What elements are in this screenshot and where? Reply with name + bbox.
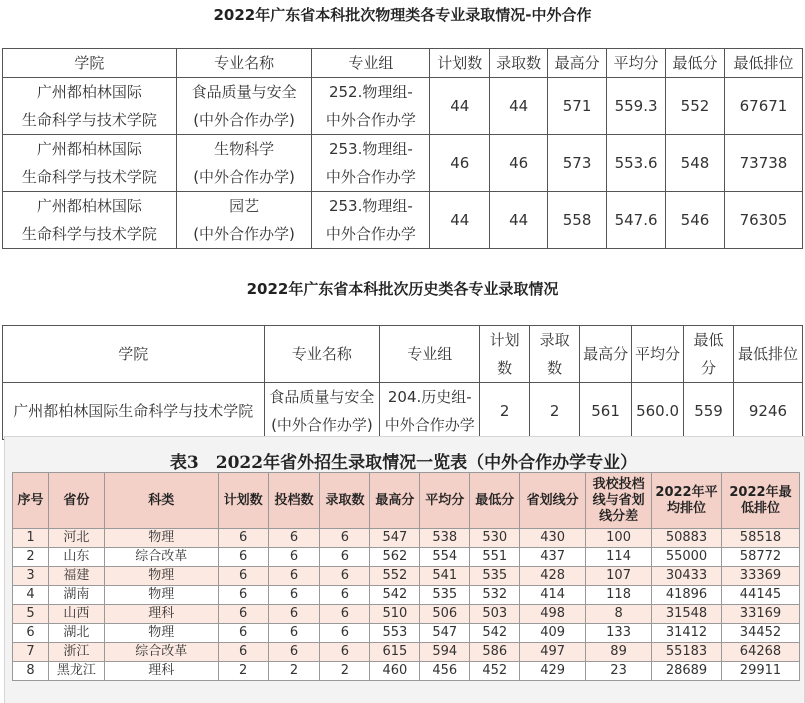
header-cell: 最高分 [370,473,420,529]
rank-cell: 9246 [733,383,802,440]
avg-cell: 547 [420,624,470,643]
submit-cell: 6 [268,605,320,624]
province-cell: 湖北 [48,624,104,643]
min-cell: 548 [666,135,725,192]
admit-cell: 6 [320,643,370,662]
history-admission-table [2,325,803,440]
header-cell: 科类 [104,473,218,529]
admit-cell: 6 [320,567,370,586]
min-cell: 530 [470,529,520,548]
table3-caption: 表3 2022年省外招生录取情况一览表（中外合作办学专业） [169,453,638,473]
subject-cell: 物理 [104,586,218,605]
table-header-row [13,473,800,529]
header-cell: 录取数 [490,49,548,78]
major-cell [176,78,312,135]
college-line: 生命科学与技术学院 [21,168,157,186]
minrank-cell: 64268 [721,643,799,662]
college-cell [3,192,177,249]
group-cell [312,135,430,192]
line-cell: 429 [520,662,586,681]
table1-title: 2022年广东省本科批次物理类各专业录取情况-中外合作 [213,6,592,24]
header-cell: 计划数 [218,473,268,529]
max-cell: 547 [370,529,420,548]
line-cell: 497 [520,643,586,662]
avgrank-cell: 50883 [652,529,722,548]
plan-cell: 2 [218,662,268,681]
min-cell: 503 [470,605,520,624]
min-cell: 586 [470,643,520,662]
table-row [3,78,803,135]
header-cell [721,473,799,529]
diff-cell: 107 [586,567,652,586]
max-cell: 571 [548,78,607,135]
rank-cell: 67671 [724,78,802,135]
major-line: (中外合作办学) [193,168,295,186]
table-row [13,624,800,643]
avgrank-cell: 55000 [652,548,722,567]
out-of-province-table [12,472,800,681]
avg-cell: 553.6 [607,135,666,192]
table-row [3,192,803,249]
header-cell: 学院 [3,326,265,383]
minrank-cell: 33169 [721,605,799,624]
avg-cell: 541 [420,567,470,586]
avg-cell: 506 [420,605,470,624]
diff-cell: 118 [586,586,652,605]
admit-cell: 2 [530,383,580,440]
header-line: 线与省划 [592,492,645,508]
group-line: 中外合作办学 [325,111,416,129]
table-row [3,135,803,192]
min-cell: 535 [470,567,520,586]
rank-cell: 73738 [724,135,802,192]
max-cell: 460 [370,662,420,681]
header-cell: 录取数 [530,326,580,383]
province-cell: 山西 [48,605,104,624]
header-cell: 最低排位 [733,326,802,383]
no-cell: 8 [13,662,49,681]
province-cell: 福建 [48,567,104,586]
province-cell: 河北 [48,529,104,548]
max-cell: 558 [548,192,607,249]
avg-cell: 559.3 [607,78,666,135]
major-cell [176,135,312,192]
plan-cell: 44 [430,78,490,135]
plan-cell: 6 [218,586,268,605]
admit-cell: 6 [320,624,370,643]
major-cell [264,383,380,440]
subject-cell: 综合改革 [104,643,218,662]
header-cell: 专业组 [312,49,430,78]
physics-admission-table [2,48,803,249]
plan-cell: 44 [430,192,490,249]
group-cell [312,192,430,249]
admit-cell: 6 [320,529,370,548]
major-cell [176,192,312,249]
header-cell: 专业名称 [176,49,312,78]
group-line: 中外合作办学 [325,225,416,243]
submit-cell: 6 [268,548,320,567]
admit-cell: 6 [320,605,370,624]
no-cell: 6 [13,624,49,643]
header-cell: 平均分 [607,49,666,78]
plan-cell: 6 [218,605,268,624]
plan-cell: 6 [218,624,268,643]
header-cell: 省划线分 [520,473,586,529]
line-cell: 414 [520,586,586,605]
header-line: 线分差 [599,508,639,524]
line-cell: 498 [520,605,586,624]
no-cell: 4 [13,586,49,605]
major-line: (中外合作办学) [193,111,295,129]
admit-cell: 44 [490,78,548,135]
min-cell: 551 [470,548,520,567]
table-header-row [3,49,803,78]
submit-cell: 2 [268,662,320,681]
college-line: 广州都柏林国际 [36,83,142,101]
avg-cell: 547.6 [607,192,666,249]
no-cell: 5 [13,605,49,624]
min-cell: 542 [470,624,520,643]
subject-cell: 理科 [104,605,218,624]
subject-cell: 理科 [104,662,218,681]
header-cell: 录取数 [320,473,370,529]
avgrank-cell: 31548 [652,605,722,624]
major-line: 生物科学 [214,140,275,158]
avg-cell: 560.0 [632,383,684,440]
avgrank-cell: 41896 [652,586,722,605]
submit-cell: 6 [268,529,320,548]
table-row [3,383,803,440]
max-cell: 510 [370,605,420,624]
header-cell: 最低分 [470,473,520,529]
avg-cell: 554 [420,548,470,567]
submit-cell: 6 [268,624,320,643]
plan-cell: 6 [218,643,268,662]
header-cell: 计划数 [480,326,530,383]
minrank-cell: 58772 [721,548,799,567]
subject-cell: 物理 [104,529,218,548]
plan-cell: 6 [218,548,268,567]
diff-cell: 100 [586,529,652,548]
min-cell: 452 [470,662,520,681]
table-row [13,548,800,567]
header-cell: 省份 [48,473,104,529]
minrank-cell: 29911 [721,662,799,681]
header-cell: 最高分 [548,49,607,78]
college-line: 生命科学与技术学院 [21,111,157,129]
header-cell: 最高分 [580,326,632,383]
avgrank-cell: 30433 [652,567,722,586]
min-cell: 552 [666,78,725,135]
no-cell: 1 [13,529,49,548]
header-cell: 平均分 [420,473,470,529]
diff-cell: 8 [586,605,652,624]
major-line: 食品质量与安全 [269,388,375,406]
max-cell: 561 [580,383,632,440]
max-cell: 615 [370,643,420,662]
group-cell [380,383,480,440]
table-row [13,529,800,548]
province-cell: 山东 [48,548,104,567]
submit-cell: 6 [268,586,320,605]
plan-cell: 6 [218,529,268,548]
admit-cell: 6 [320,586,370,605]
major-line: (中外合作办学) [193,225,295,243]
table-row [13,586,800,605]
table-header-row [3,326,803,383]
group-line: 252.物理组- [328,83,413,101]
rank-cell: 76305 [724,192,802,249]
max-cell: 552 [370,567,420,586]
header-line: 2022年平 [655,484,718,500]
header-cell: 计划数 [430,49,490,78]
header-cell: 学院 [3,49,177,78]
table-row [13,567,800,586]
max-cell: 542 [370,586,420,605]
table-row [13,662,800,681]
plan-cell: 46 [430,135,490,192]
header-cell: 最低分 [684,326,734,383]
header-line: 2022年最 [729,484,792,500]
province-cell: 浙江 [48,643,104,662]
header-cell: 平均分 [632,326,684,383]
minrank-cell: 34452 [721,624,799,643]
group-line: 253.物理组- [328,140,413,158]
min-cell: 532 [470,586,520,605]
avgrank-cell: 28689 [652,662,722,681]
header-cell: 投档数 [268,473,320,529]
minrank-cell: 58518 [721,529,799,548]
diff-cell: 89 [586,643,652,662]
admit-cell: 2 [320,662,370,681]
header-cell [586,473,652,529]
plan-cell: 2 [480,383,530,440]
group-line: 中外合作办学 [384,416,475,434]
admit-cell: 6 [320,548,370,567]
subject-cell: 物理 [104,567,218,586]
header-cell: 最低排位 [724,49,802,78]
diff-cell: 23 [586,662,652,681]
subject-cell: 物理 [104,624,218,643]
major-line: 园艺 [229,197,260,215]
line-cell: 430 [520,529,586,548]
province-cell: 湖南 [48,586,104,605]
max-cell: 562 [370,548,420,567]
college-cell [3,135,177,192]
group-line: 204.历史组- [387,388,472,406]
avg-cell: 456 [420,662,470,681]
header-line: 均排位 [666,500,706,516]
avg-cell: 538 [420,529,470,548]
college-cell: 广州都柏林国际生命科学与技术学院 [3,383,265,440]
plan-cell: 6 [218,567,268,586]
group-line: 253.物理组- [328,197,413,215]
header-cell: 最低分 [666,49,725,78]
major-line: 食品质量与安全 [191,83,297,101]
no-cell: 7 [13,643,49,662]
group-line: 中外合作办学 [325,168,416,186]
min-cell: 559 [684,383,734,440]
header-cell: 专业名称 [264,326,380,383]
header-cell: 序号 [13,473,49,529]
max-cell: 553 [370,624,420,643]
avgrank-cell: 55183 [652,643,722,662]
group-cell [312,78,430,135]
line-cell: 409 [520,624,586,643]
table2-title: 2022年广东省本科批次历史类各专业录取情况 [246,280,559,298]
admit-cell: 44 [490,192,548,249]
submit-cell: 6 [268,643,320,662]
max-cell: 573 [548,135,607,192]
submit-cell: 6 [268,567,320,586]
subject-cell: 综合改革 [104,548,218,567]
college-line: 生命科学与技术学院 [21,225,157,243]
college-line: 广州都柏林国际 [36,197,142,215]
table-row [13,605,800,624]
table-row [13,643,800,662]
header-cell: 专业组 [380,326,480,383]
header-line: 低排位 [740,500,780,516]
province-cell: 黑龙江 [48,662,104,681]
diff-cell: 114 [586,548,652,567]
admit-cell: 46 [490,135,548,192]
minrank-cell: 44145 [721,586,799,605]
avg-cell: 535 [420,586,470,605]
no-cell: 2 [13,548,49,567]
line-cell: 437 [520,548,586,567]
min-cell: 546 [666,192,725,249]
header-cell [652,473,722,529]
line-cell: 428 [520,567,586,586]
header-line: 我校投档 [592,476,645,492]
minrank-cell: 33369 [721,567,799,586]
avg-cell: 594 [420,643,470,662]
major-line: (中外合作办学) [271,416,373,434]
avgrank-cell: 31412 [652,624,722,643]
college-line: 广州都柏林国际 [36,140,142,158]
diff-cell: 133 [586,624,652,643]
no-cell: 3 [13,567,49,586]
college-cell [3,78,177,135]
